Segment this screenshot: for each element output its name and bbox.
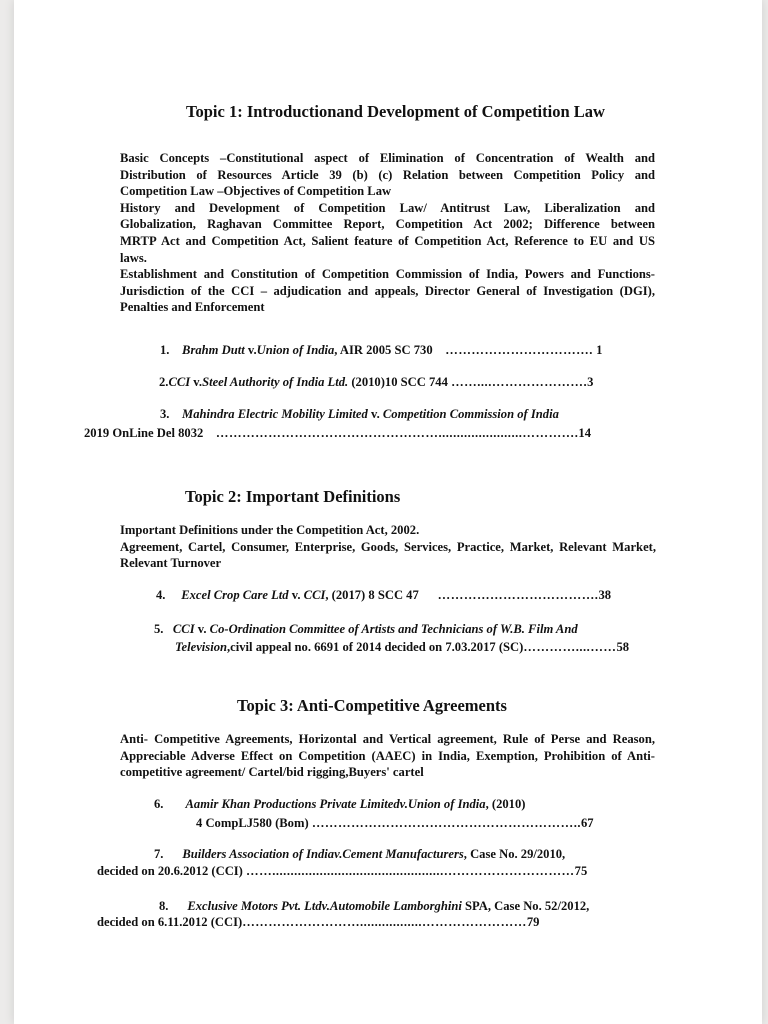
- case-entry-8: [159, 899, 589, 914]
- case-number: 2.: [159, 375, 169, 389]
- para-line: Penalties and Enforcement: [120, 300, 265, 315]
- case-citation: , Case No. 29/2010,: [463, 847, 566, 861]
- leader-dots: ……………………………………………………..: [311, 816, 581, 830]
- page-number: 79: [526, 915, 540, 929]
- case-title-cont: Television: [175, 640, 228, 654]
- case-party: Steel Authority of India Ltd.: [202, 375, 349, 389]
- page-number: 38: [598, 588, 612, 602]
- para-line: laws.: [120, 250, 147, 265]
- case-title: CCI: [168, 375, 191, 389]
- para-line: Appreciable Adverse Effect on Competition (AAEC) in India, Exemption, Prohibition of Anti-: [120, 748, 655, 763]
- topic-1-heading: Topic 1: Introductionand Development of Competition Law: [186, 102, 605, 121]
- case-party: Co-Ordination Committee of Artists and Technicians of W.B. Film And: [209, 622, 578, 636]
- page-number: 1: [596, 343, 603, 357]
- para-line: MRTP Act and Competition Act, Salient feature of Competition Act, Reference to EU and US: [120, 233, 655, 248]
- case-citation: SPA, Case No. 52/2012,: [461, 899, 590, 913]
- para-line: Relevant Turnover: [120, 556, 222, 571]
- para-line: Agreement, Cartel, Consumer, Enterprise, Goods, Services, Practice, Market, Relevant Market,: [120, 539, 656, 554]
- case-versus: v.: [367, 407, 383, 421]
- page-number: 67: [580, 816, 594, 830]
- case-title: Mahindra Electric Mobility Limited: [182, 407, 368, 421]
- topic-1-description: [120, 150, 655, 316]
- leader-dots: ……....………………….: [451, 375, 588, 389]
- case-title: Excel Crop Care Ltd: [181, 588, 289, 602]
- leader-dots: …………………………………………….......................………….: [215, 426, 579, 440]
- case-citation: ,civil appeal no. 6691 of 2014 decided on 7.03.2017 (SC): [227, 640, 524, 654]
- case-title: Aamir Khan Productions Private Limitedv.Union of India: [185, 797, 486, 811]
- case-entry-5: [154, 622, 578, 637]
- para-line: Distribution of Resources Article 39 (b) (c) Relation between Competition Policy and: [120, 167, 655, 182]
- case-party: CCI: [303, 588, 326, 602]
- case-party: Union of India: [256, 343, 335, 357]
- leader-dots: …………………………….: [445, 343, 593, 357]
- page-number: 14: [578, 426, 592, 440]
- case-versus: v.: [194, 622, 210, 636]
- case-title: Builders Association of Indiav.Cement Manufacturers: [182, 847, 464, 861]
- case-versus: v.: [288, 588, 304, 602]
- case-entry-5-line-2: [175, 640, 629, 655]
- para-line: Basic Concepts –Constitutional aspect of Elimination of Concentration of Wealth and: [120, 151, 655, 165]
- case-citation-cont: decided on 6.11.2012 (CCI): [97, 915, 243, 929]
- case-entry-3: [160, 407, 559, 422]
- case-number: 4.: [156, 588, 166, 602]
- case-entry-1: [160, 343, 602, 358]
- para-line: competitive agreement/ Cartel/bid rigging,Buyers' cartel: [120, 765, 424, 780]
- case-number: 5.: [154, 622, 164, 636]
- case-citation: , (2017) 8 SCC 47: [325, 588, 419, 602]
- topic-3-description: [120, 731, 655, 781]
- case-citation: (2010)10 SCC 744: [348, 375, 448, 389]
- page-number: 58: [616, 640, 630, 654]
- case-entry-7: [154, 847, 565, 862]
- page-number: 3: [587, 375, 594, 389]
- leader-dots: …………....……: [523, 640, 617, 654]
- para-line: Anti- Competitive Agreements, Horizontal and Vertical agreement, Rule of Perse and Reason,: [120, 732, 655, 746]
- case-citation: , AIR 2005 SC 730: [334, 343, 433, 357]
- case-number: 7.: [154, 847, 164, 861]
- case-entry-6-line-2: [196, 816, 594, 831]
- case-title: Exclusive Motors Pvt. Ltdv.Automobile Lamborghini: [187, 899, 462, 913]
- case-entry-2: [159, 375, 593, 390]
- document-page: [14, 0, 762, 1024]
- para-line: Competition Law –Objectives of Competition Law: [120, 184, 392, 199]
- para-line: Globalization, Raghavan Committee Report, Competition Act 2002; Difference between: [120, 217, 655, 232]
- case-entry-8-line-2: [97, 915, 539, 930]
- para-line: Jurisdiction of the CCI – adjudication and appeals, Director General of Investigation (DGI),: [120, 283, 655, 298]
- leader-dots: ……………………….................……………………: [242, 915, 527, 929]
- case-number: 8.: [159, 899, 169, 913]
- case-number: 1.: [160, 343, 170, 357]
- case-versus: v.: [244, 343, 257, 357]
- para-line: History and Development of Competition Law/ Antitrust Law, Liberalization and: [120, 200, 655, 215]
- case-citation: , (2010): [485, 797, 526, 811]
- topic-2-heading: Topic 2: Important Definitions: [185, 487, 401, 506]
- para-line: Important Definitions under the Competition Act, 2002.: [120, 523, 420, 537]
- case-number: 3.: [160, 407, 170, 421]
- case-party: Competition Commission of India: [382, 407, 559, 421]
- page-number: 75: [574, 864, 588, 878]
- case-entry-7-line-2: [97, 864, 587, 879]
- leader-dots: ……...............................................…………………………: [246, 864, 575, 878]
- case-citation-cont: decided on 20.6.2012 (CCI): [97, 864, 243, 878]
- case-number: 6.: [154, 797, 164, 811]
- case-title: CCI: [172, 622, 195, 636]
- topic-2-description: [120, 522, 656, 572]
- para-line: Establishment and Constitution of Competition Commission of India, Powers and Functions-: [120, 267, 655, 282]
- leader-dots: ……………………………….: [437, 588, 599, 602]
- case-entry-3-line-2: [84, 426, 591, 441]
- case-citation-cont: 4 CompLJ580 (Bom): [196, 816, 309, 830]
- case-title: Brahm Dutt: [182, 343, 245, 357]
- topic-3-heading: Topic 3: Anti-Competitive Agreements: [237, 696, 507, 715]
- case-entry-4: [156, 588, 611, 603]
- case-entry-6: [154, 797, 525, 812]
- case-citation: 2019 OnLine Del 8032: [84, 426, 204, 440]
- case-versus: v.: [190, 375, 203, 389]
